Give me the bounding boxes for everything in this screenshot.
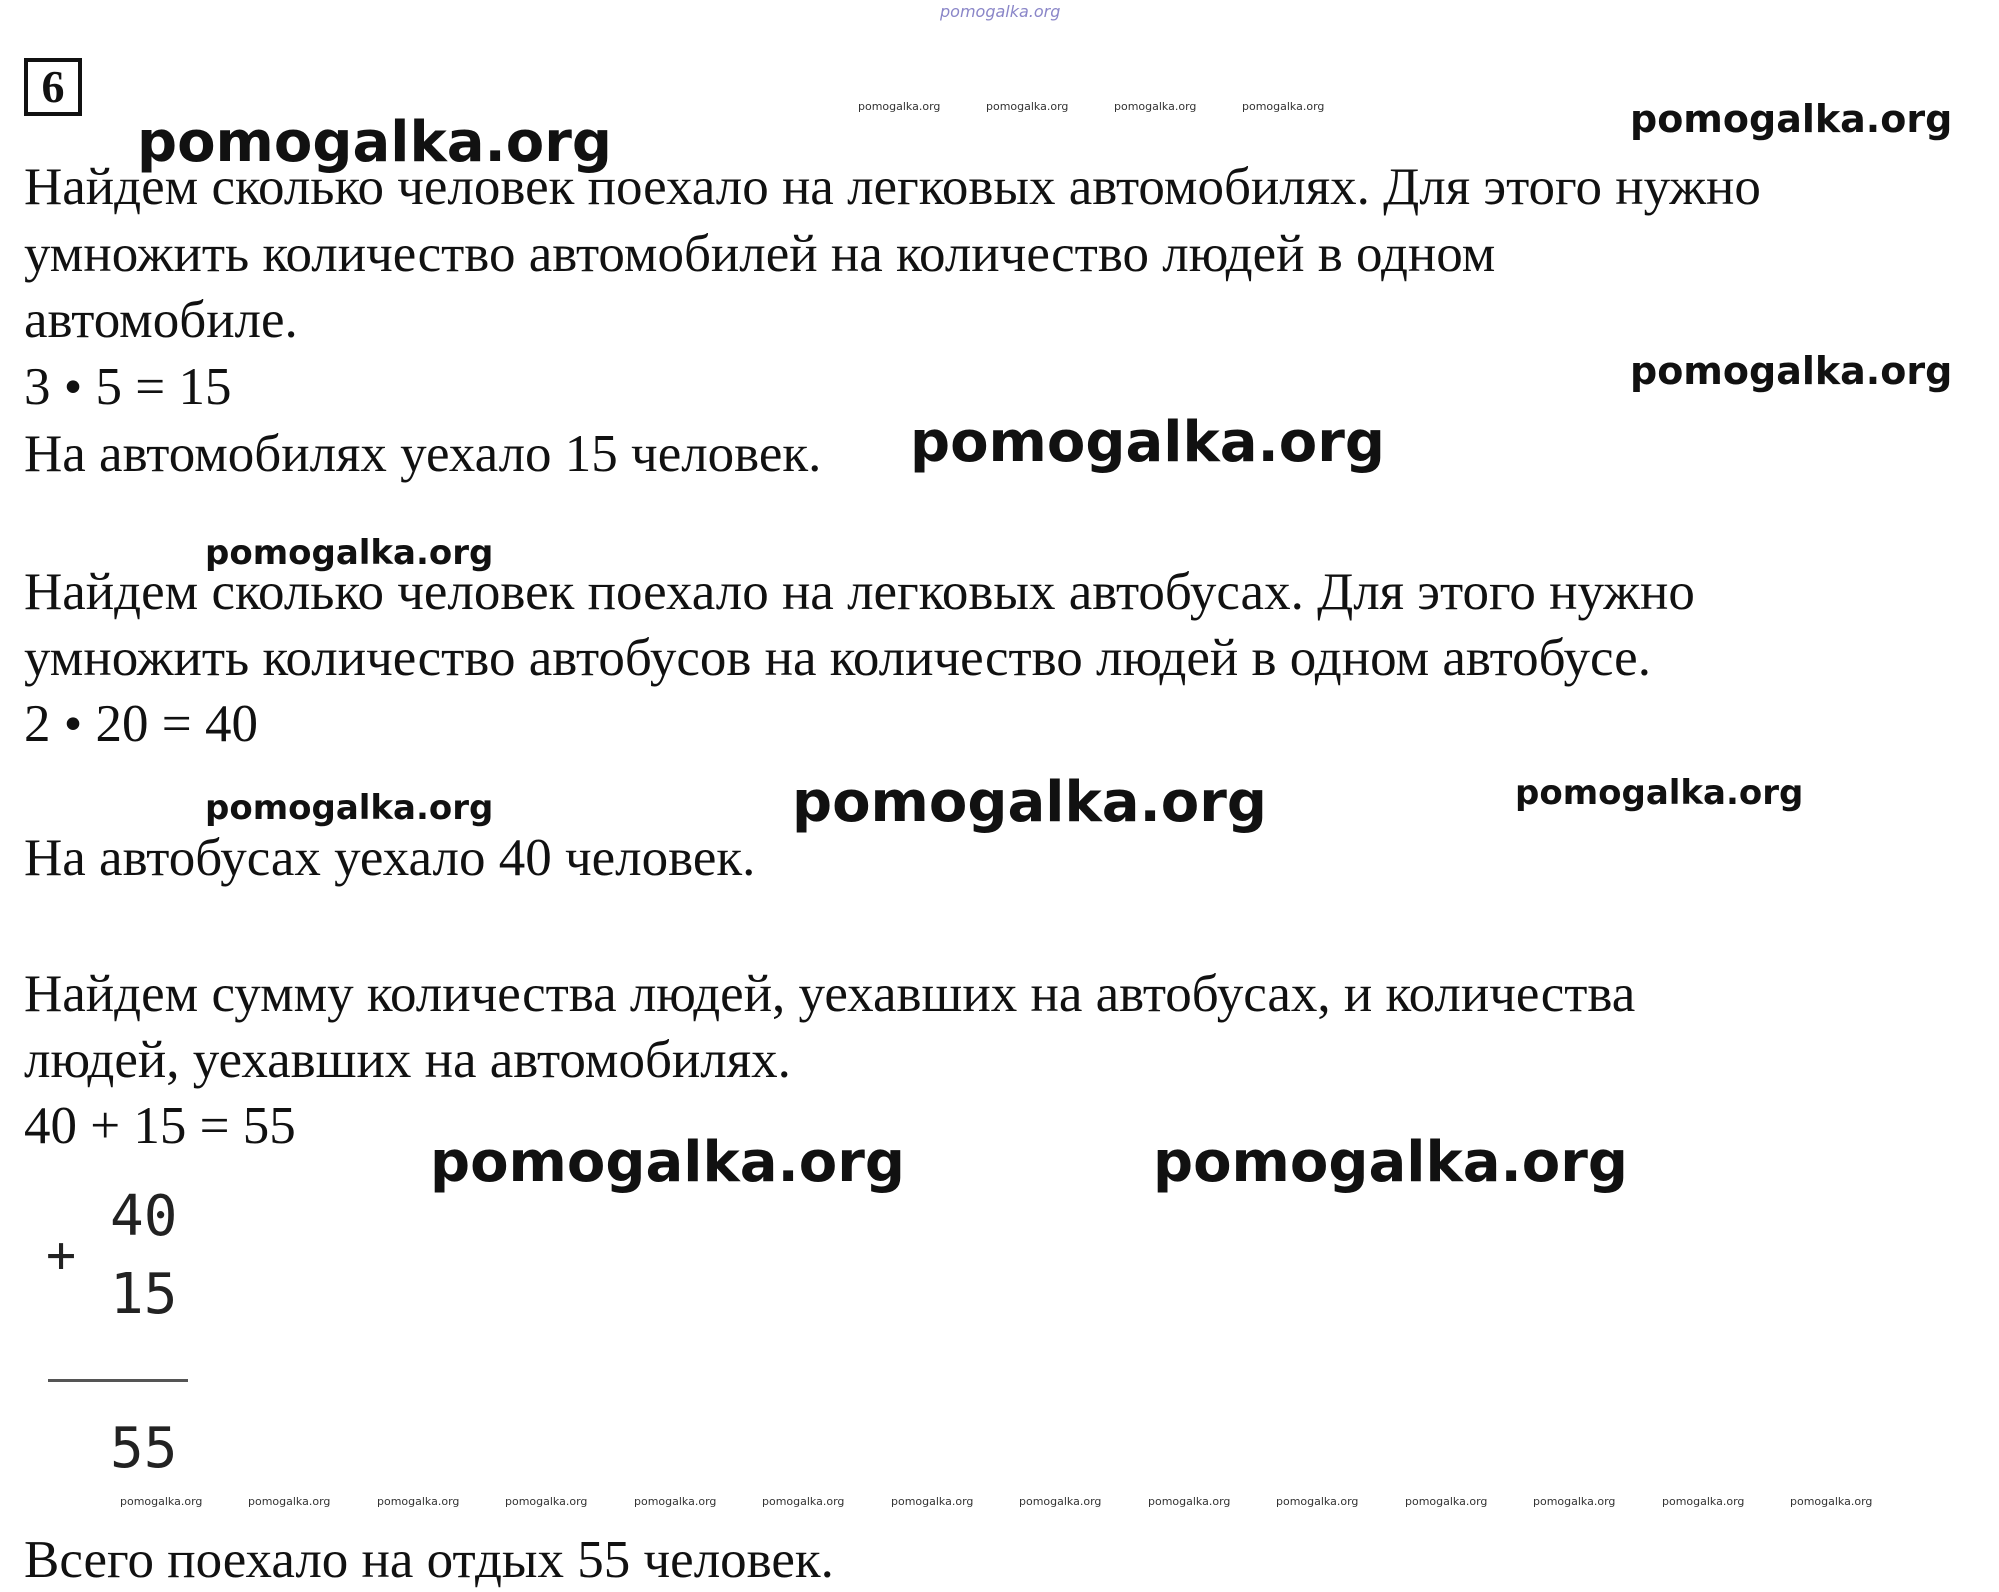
watermark-top: pomogalka.org xyxy=(940,2,1061,21)
equation-3: 40 + 15 = 55 xyxy=(24,1097,296,1155)
watermark-small: pomogalka.org xyxy=(248,1495,331,1508)
watermark-small: pomogalka.org xyxy=(1148,1495,1231,1508)
watermark-small: pomogalka.org xyxy=(1019,1495,1102,1508)
paragraph-3-line-2: людей, уехавших на автомобилях. xyxy=(24,1031,791,1089)
watermark-large: pomogalka.org xyxy=(910,410,1385,475)
watermark-medium: pomogalka.org xyxy=(1630,349,1953,393)
addend-bottom: 15 xyxy=(110,1262,178,1327)
equation-2: 2 • 20 = 40 xyxy=(24,695,258,753)
watermark-small: pomogalka.org xyxy=(762,1495,845,1508)
watermark-small: pomogalka.org xyxy=(1790,1495,1873,1508)
watermark-small: pomogalka.org xyxy=(858,100,941,113)
task-number-box: 6 xyxy=(24,58,82,116)
watermark-small: pomogalka.org xyxy=(634,1495,717,1508)
watermark-large: pomogalka.org xyxy=(430,1130,905,1195)
answer-1: На автомобилях уехало 15 человек. xyxy=(24,425,822,483)
paragraph-2-line-2: умножить количество автобусов на количество людей в одном автобусе. xyxy=(24,629,1651,687)
watermark-row xyxy=(120,1495,1920,1511)
watermark-small: pomogalka.org xyxy=(1242,100,1325,113)
watermark-small: pomogalka.org xyxy=(986,100,1069,113)
watermark-medium: pomogalka.org xyxy=(1630,97,1953,141)
watermark-small: pomogalka.org xyxy=(1114,100,1197,113)
watermark-small: pomogalka.org xyxy=(1405,1495,1488,1508)
sum-line xyxy=(48,1379,188,1382)
watermark-medium: pomogalka.org xyxy=(205,533,494,573)
watermark-large: pomogalka.org xyxy=(137,110,612,175)
watermark-small: pomogalka.org xyxy=(1276,1495,1359,1508)
watermark-small: pomogalka.org xyxy=(1662,1495,1745,1508)
final-answer: Всего поехало на отдых 55 человек. xyxy=(24,1531,834,1589)
answer-2: На автобусах уехало 40 человек. xyxy=(24,829,756,887)
equation-1: 3 • 5 = 15 xyxy=(24,358,232,416)
paragraph-1-line-3: автомобиле. xyxy=(24,291,298,349)
addition-sign: + xyxy=(46,1226,77,1284)
watermark-medium: pomogalka.org xyxy=(1515,773,1804,813)
watermark-small: pomogalka.org xyxy=(891,1495,974,1508)
watermark-small: pomogalka.org xyxy=(1533,1495,1616,1508)
watermark-medium: pomogalka.org xyxy=(205,788,494,828)
paragraph-1-line-1: Найдем сколько человек поехало на легковых автомобилях. Для этого нужно xyxy=(24,158,1761,216)
paragraph-2-line-1: Найдем сколько человек поехало на легковых автобусах. Для этого нужно xyxy=(24,563,1695,621)
watermark-large: pomogalka.org xyxy=(1153,1130,1628,1195)
watermark-large: pomogalka.org xyxy=(792,770,1267,835)
watermark-small: pomogalka.org xyxy=(377,1495,460,1508)
sum-result: 55 xyxy=(110,1416,178,1481)
watermark-small: pomogalka.org xyxy=(120,1495,203,1508)
paragraph-3-line-1: Найдем сумму количества людей, уехавших на автобусах, и количества xyxy=(24,965,1636,1023)
watermark-small: pomogalka.org xyxy=(505,1495,588,1508)
paragraph-1-line-2: умножить количество автомобилей на количество людей в одном xyxy=(24,225,1496,283)
addend-top: 40 xyxy=(110,1184,178,1249)
